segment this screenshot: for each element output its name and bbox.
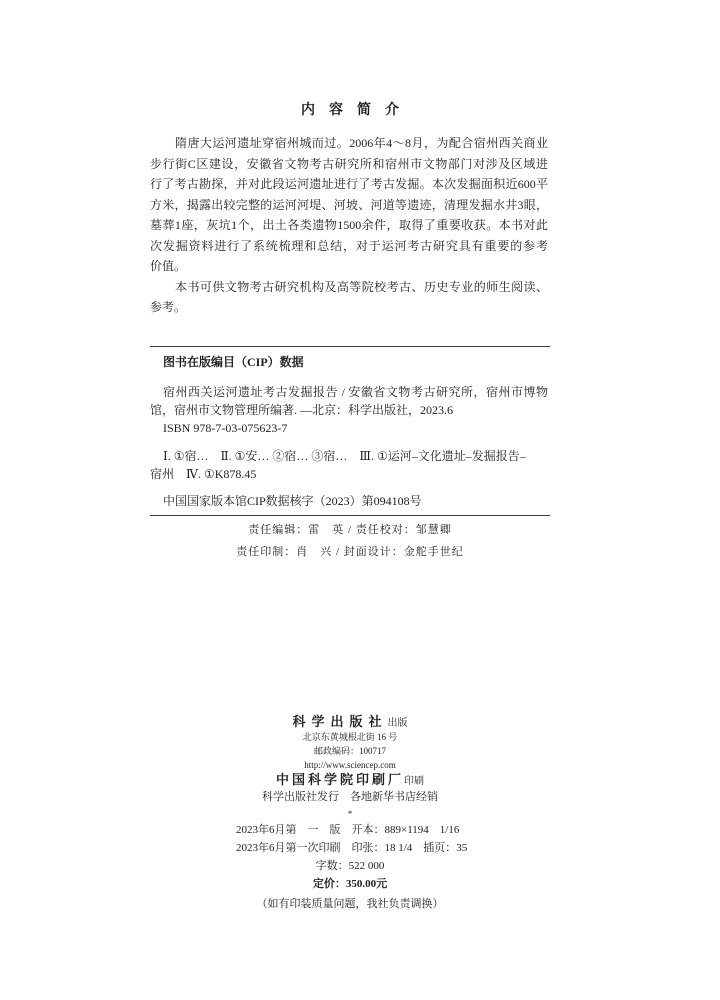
summary-title: 内容简介 xyxy=(301,103,413,118)
classification-line: Ⅰ. ①宿… Ⅱ. ①安… ②宿… ③宿… Ⅲ. ①运河–文化遗址–发掘报告– xyxy=(163,449,526,463)
publisher-website: http://www.sciencep.com xyxy=(304,760,396,770)
publisher-logo: 科学出版社 xyxy=(292,714,388,729)
credits-line: 责任印制：肖 兴 / 封面设计：金舵手世纪 xyxy=(236,546,464,558)
printer-role: 印刷 xyxy=(404,776,424,787)
summary-line: 参考。 xyxy=(150,300,187,314)
cip-bottom-rule xyxy=(150,515,550,516)
price: 定价：350.00元 xyxy=(312,878,388,890)
cip-classification xyxy=(150,447,548,483)
cip-entry-line: 馆，宿州市文物管理所编著. —北京：科学出版社，2023.6 xyxy=(150,403,454,417)
edition-block xyxy=(236,822,468,858)
summary-line: 本书可供文物考古研究机构及高等院校考古、历史专业的师生阅读、 xyxy=(175,279,548,294)
cip-entry-line: 宿州西关运河遗址考古发掘报告 / 安徽省文物考古研究所，宿州市博物 xyxy=(163,385,548,399)
credits xyxy=(150,519,550,563)
summary-line: 价值。 xyxy=(150,259,187,273)
publisher-address: 北京东黄城根北街 16 号 xyxy=(302,732,398,742)
publisher-postcode: 邮政编码：100717 xyxy=(313,746,386,756)
classification-line: 宿州 Ⅳ. ①K878.45 xyxy=(150,467,257,481)
quality-notice: （如有印装质量问题，我社负责调换） xyxy=(256,898,444,910)
cip-entry xyxy=(150,383,548,437)
summary-body xyxy=(150,133,548,318)
isbn: ISBN 978-7-03-075623-7 xyxy=(163,421,288,435)
imprint xyxy=(150,713,550,914)
cip-heading: 图书在版编目（CIP）数据 xyxy=(163,355,304,369)
summary-line: 隋唐大运河遗址穿宿州城而过。2006年4～8月，为配合宿州西关商业 xyxy=(175,136,548,150)
summary-line: 行了考古勘探，并对此段运河遗址进行了考古发掘。本次发掘面积近600平 xyxy=(150,177,548,191)
cip-top-rule xyxy=(150,346,550,347)
printer-line xyxy=(150,772,550,787)
publisher-line xyxy=(150,713,550,730)
summary-line: 次发掘资料进行了系统梳理和总结，对于运河考古研究具有重要的参考 xyxy=(150,238,548,253)
word-count: 字数：522 000 xyxy=(315,860,385,872)
summary-line: 墓葬1座，灰坑1个，出土各类遗物1500余件，取得了重要收获。本书对此 xyxy=(150,218,548,232)
publisher-role: 出版 xyxy=(387,718,408,729)
edition-line: 2023年6月第 一 版 开本：889×1194 1/16 xyxy=(236,824,460,836)
printing-line: 2023年6月第一次印刷 印张：18 1/4 插页：35 xyxy=(236,842,468,854)
distribution-line: 科学出版社发行 各地新华书店经销 xyxy=(262,791,438,803)
summary-line: 步行街C区建设，安徽省文物考古研究所和宿州市文物部门对涉及区域进 xyxy=(150,156,548,171)
separator-mark: * xyxy=(347,809,353,819)
summary-line: 方米，揭露出较完整的运河河堤、河坡、河道等遗迹，清理发掘水井3眼， xyxy=(150,197,548,212)
credits-line: 责任编辑：雷 英 / 责任校对：邹慧卿 xyxy=(248,524,452,536)
printer-logo: 中国科学院印刷厂 xyxy=(275,772,404,787)
cip-number: 中国国家版本馆CIP数据核字（2023）第094108号 xyxy=(163,494,422,508)
